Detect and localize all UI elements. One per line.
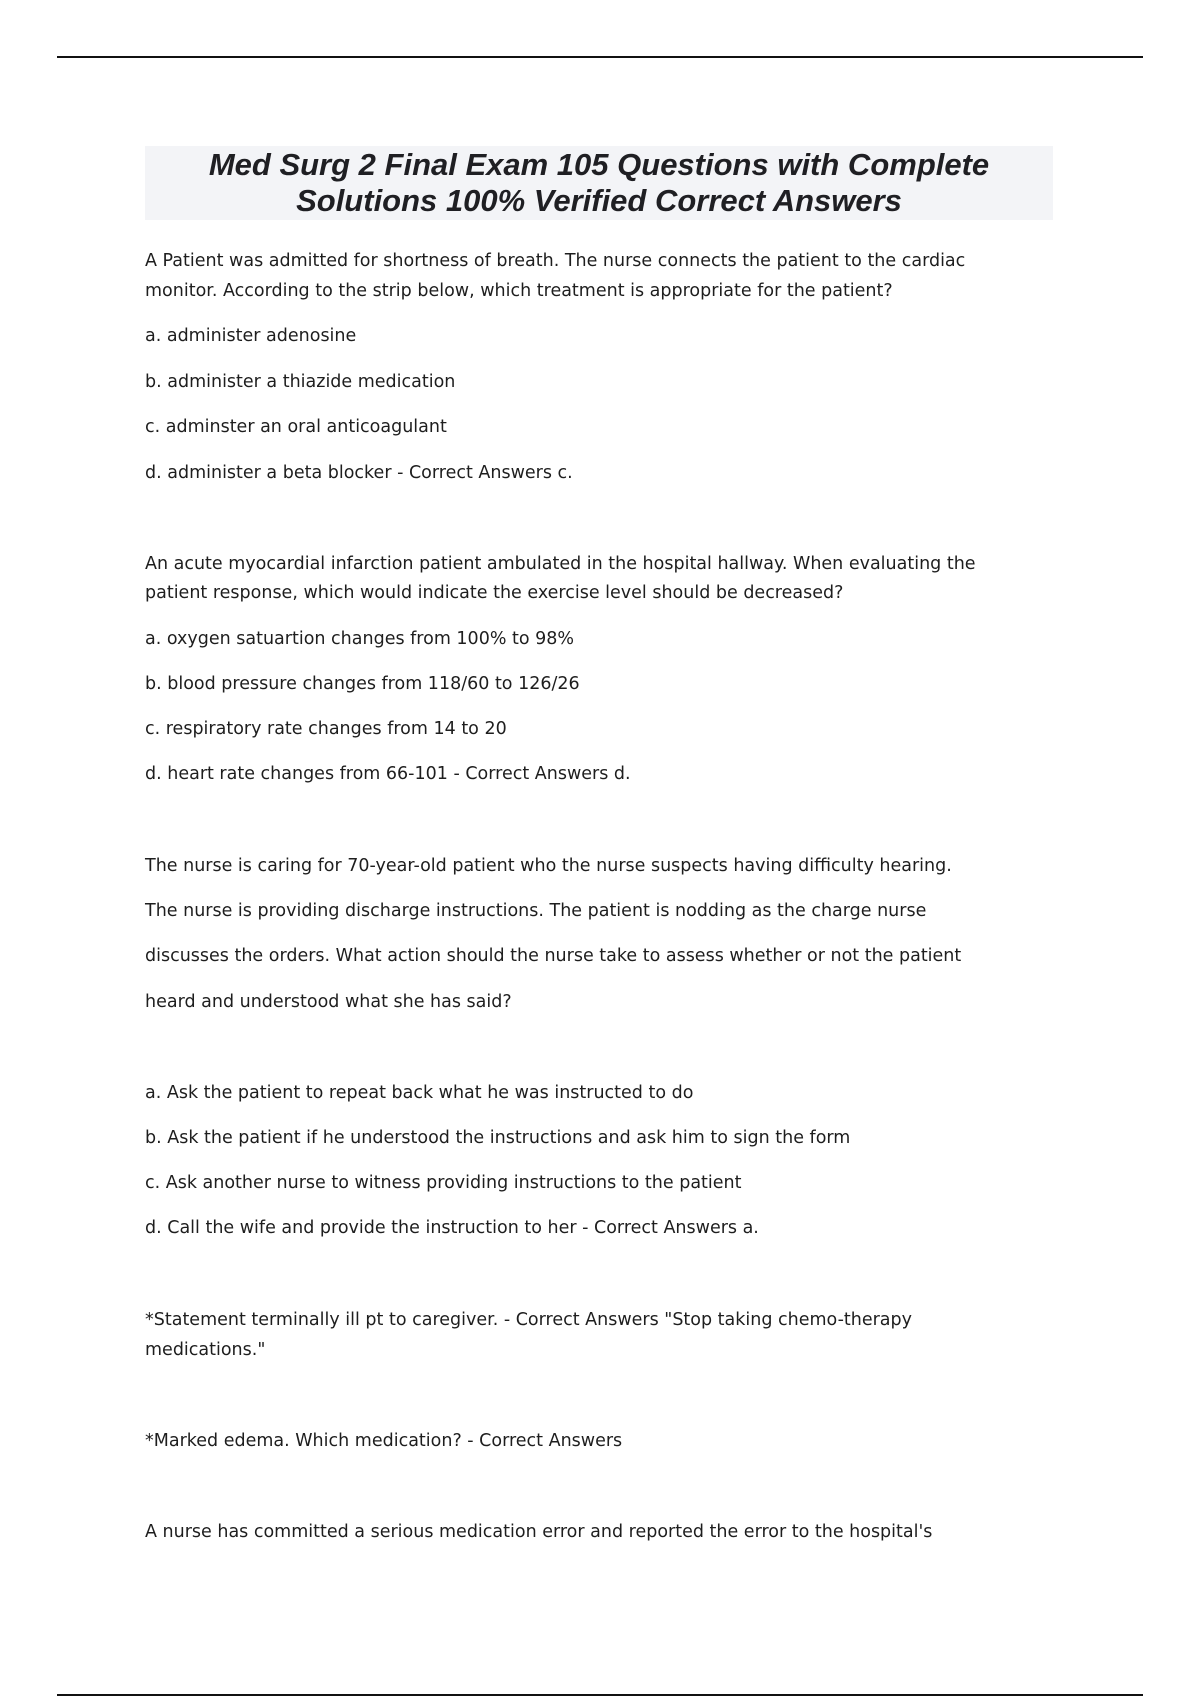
document-title-text: Med Surg 2 Final Exam 105 Questions with Complete Solutions 100% Verified Correct Answers bbox=[208, 147, 990, 218]
question-3-stem-line-3: discusses the orders. What action should the nurse take to assess whether or not the patient bbox=[145, 946, 962, 966]
question-3-option-c: c. Ask another nurse to witness providing instructions to the patient bbox=[145, 1173, 742, 1193]
top-rule bbox=[57, 56, 1143, 58]
document-title bbox=[145, 146, 1053, 220]
question-4-stem-line-1: *Statement terminally ill pt to caregiver. - Correct Answers "Stop taking chemo-therapy bbox=[145, 1310, 912, 1330]
question-3-stem-line-4: heard and understood what she has said? bbox=[145, 992, 512, 1012]
question-1-option-c: c. adminster an oral anticoagulant bbox=[145, 417, 447, 437]
question-2-option-a: a. oxygen satuartion changes from 100% to 98% bbox=[145, 629, 575, 649]
question-3-stem-line-1: The nurse is caring for 70-year-old patient who the nurse suspects having difficulty hearing. bbox=[145, 856, 952, 876]
question-1-stem-line-1: A Patient was admitted for shortness of breath. The nurse connects the patient to the cardiac bbox=[145, 251, 966, 271]
question-3-option-b: b. Ask the patient if he understood the instructions and ask him to sign the form bbox=[145, 1128, 851, 1148]
question-1-option-b: b. administer a thiazide medication bbox=[145, 372, 456, 392]
question-6-stem-line-1: A nurse has committed a serious medication error and reported the error to the hospital's bbox=[145, 1522, 933, 1542]
bottom-rule bbox=[57, 1694, 1143, 1696]
question-5-stem-line-1: *Marked edema. Which medication? - Correct Answers bbox=[145, 1431, 623, 1451]
question-2-stem-line-2: patient response, which would indicate the exercise level should be decreased? bbox=[145, 583, 844, 603]
question-3-option-a: a. Ask the patient to repeat back what he was instructed to do bbox=[145, 1083, 694, 1103]
question-4-stem-line-2: medications." bbox=[145, 1340, 266, 1360]
question-1-stem-line-2: monitor. According to the strip below, which treatment is appropriate for the patient? bbox=[145, 281, 893, 301]
question-2-option-c: c. respiratory rate changes from 14 to 20 bbox=[145, 719, 507, 739]
question-2-stem-line-1: An acute myocardial infarction patient ambulated in the hospital hallway. When evaluating the bbox=[145, 554, 976, 574]
question-2-option-d: d. heart rate changes from 66-101 - Correct Answers d. bbox=[145, 764, 631, 784]
question-1-option-d: d. administer a beta blocker - Correct Answers c. bbox=[145, 463, 573, 483]
question-1-option-a: a. administer adenosine bbox=[145, 326, 357, 346]
question-3-option-d: d. Call the wife and provide the instruction to her - Correct Answers a. bbox=[145, 1218, 759, 1238]
question-3-stem-line-2: The nurse is providing discharge instructions. The patient is nodding as the charge nurse bbox=[145, 901, 927, 921]
question-2-option-b: b. blood pressure changes from 118/60 to 126/26 bbox=[145, 674, 580, 694]
